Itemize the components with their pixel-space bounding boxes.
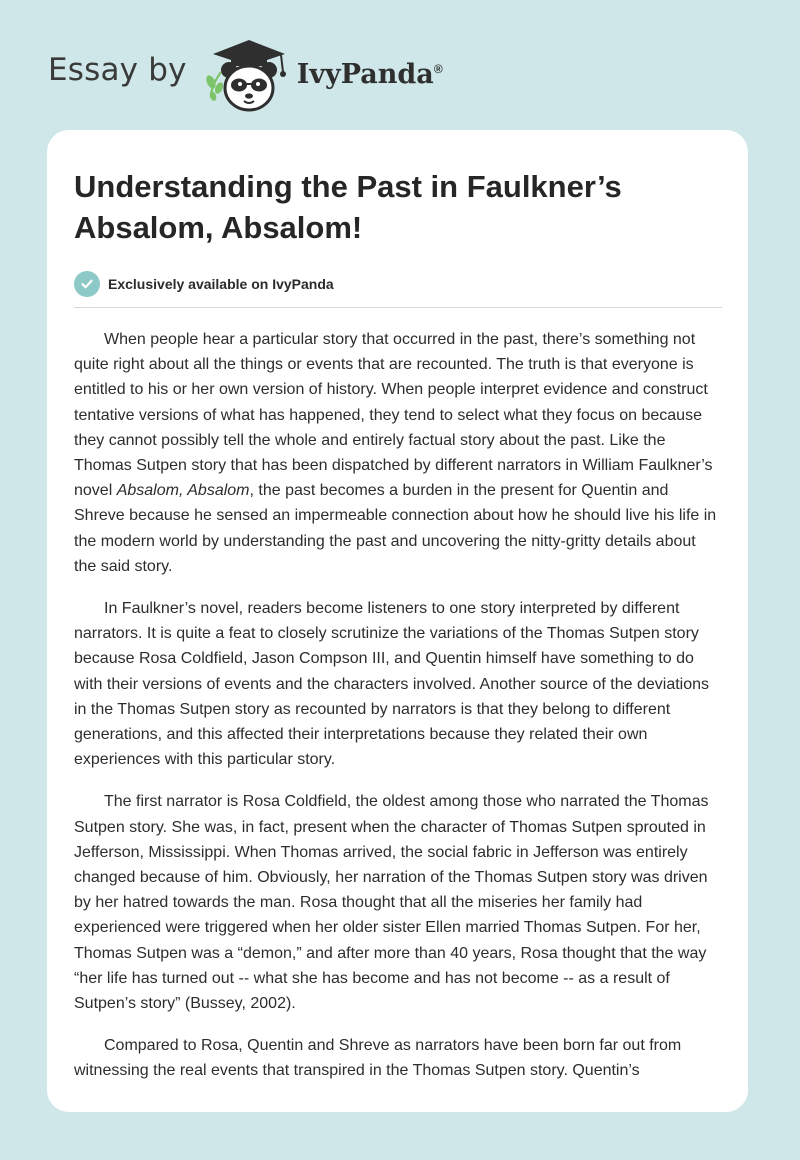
essay-title: Understanding the Past in Faulkner’s Absalom, Absalom! (74, 169, 622, 245)
paragraph-2: In Faulkner’s novel, readers become listeners to one story interpreted by different narrators. It is quite a feat to closely scrutinize the variations of the Thomas Sutpen story because Rosa Coldfield, Jason Compson III, and Quentin himself have something to do with their versions of events and the characters involved. Another source of the deviations in the Thomas Sutpen story as recounted by narrators is that they belong to different generations, and this affected their interpretations because they related their own experiences with this particular story. (74, 600, 710, 769)
paragraph-4: Compared to Rosa, Quentin and Shreve as narrators have been born far out from witnessing the real events that transpired in the Thomas Sutpen story. Quentin’s (74, 1037, 682, 1080)
brand-name[interactable]: IvyPanda® (296, 58, 443, 90)
paragraph-3: The first narrator is Rosa Coldfield, the oldest among those who narrated the Thomas Sutpen story. She was, in fact, present when the character of Thomas Sutpen sprouted in Jefferson, Mississippi. When Thomas arrived, the social fabric in Jefferson was entirely changed because of him. Obviously, her narration of the Thomas Sutpen story was driven by her hatred towards the man. Rosa thought that all the miseries her family had experienced were triggered when her older sister Ellen married Thomas Sutpen. For her, Thomas Sutpen was a “demon,” and after more than 40 years, Rosa thought that the way “her life has turned out -- what she has become and has not become -- as a result of Sutpen’s story” (Bussey, 2002). (74, 793, 709, 1013)
site-header (48, 36, 443, 116)
essay-body (74, 327, 721, 1084)
exclusive-badge (74, 270, 721, 298)
divider (74, 307, 722, 308)
book-title-emphasis: Absalom, Absalom (116, 482, 250, 500)
paragraph-1: When people hear a particular story that occurred in the past, there’s something not quite right about all the things or events that are recounted. The truth is that everyone is entitled to his or her own version of history. When people interpret evidence and construct tentative versions of what has happened, they tend to select what they focus on because they cannot possibly tell the whole and entirely factual story about the past. Like the Thomas Sutpen story that has been dispatched by different narrators in William Faulkner’s novel Absalom, Absalom, the past becomes a burden in the present for Quentin and Shreve because he sensed an impermeable connection about how he should live his life in the modern world by understanding the past and uncovering the nitty-gritty details about the said story. (74, 331, 717, 575)
essay-by-label: Essay by (48, 52, 187, 88)
check-circle-icon (74, 271, 100, 297)
panda-graduate-icon[interactable] (201, 38, 293, 114)
essay-card (47, 130, 748, 1112)
registered-mark: ® (433, 61, 443, 76)
exclusive-label: Exclusively available on IvyPanda (108, 276, 334, 292)
